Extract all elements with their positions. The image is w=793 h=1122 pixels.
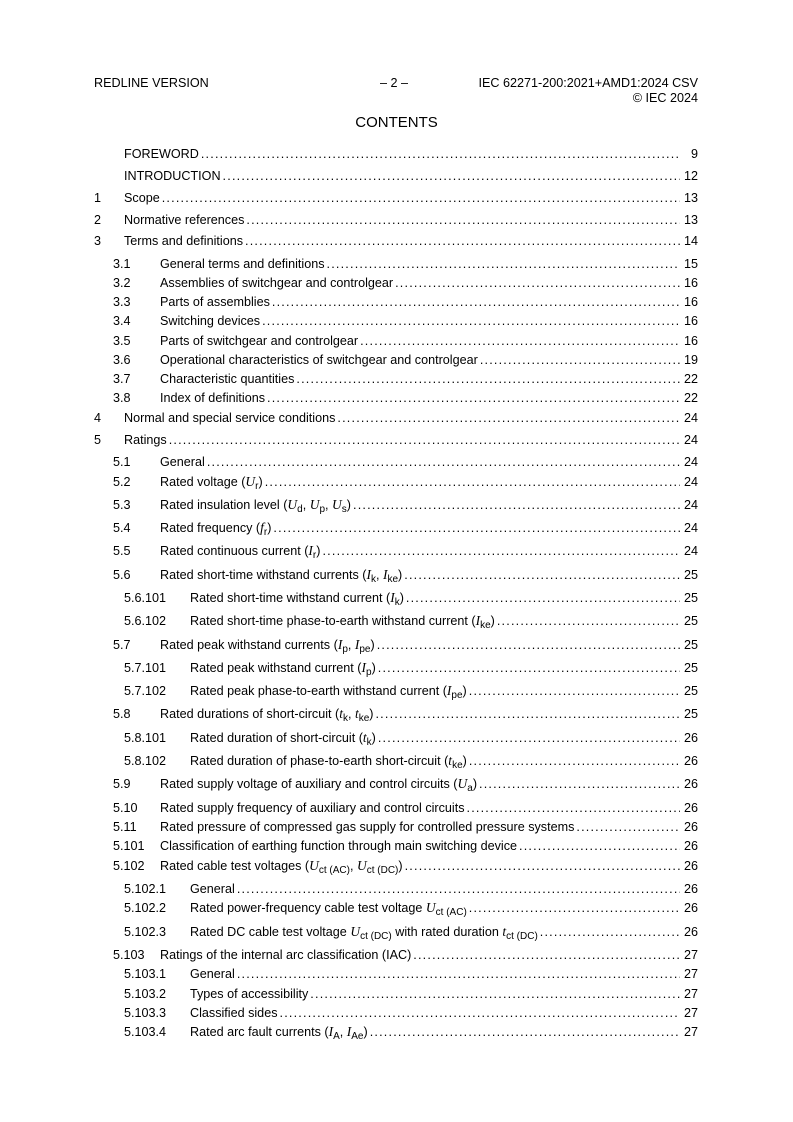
toc-entry-page: 13 bbox=[683, 213, 698, 227]
toc-entry[interactable] bbox=[94, 706, 698, 727]
header-copyright: © IEC 2024 bbox=[632, 91, 698, 105]
toc-entry[interactable] bbox=[94, 637, 698, 658]
toc-entry[interactable] bbox=[94, 497, 698, 518]
page-title: CONTENTS bbox=[355, 114, 438, 131]
toc-entry[interactable] bbox=[94, 212, 698, 228]
toc-entry[interactable] bbox=[94, 168, 698, 184]
toc-entry[interactable] bbox=[94, 613, 698, 634]
toc-leader-dots bbox=[378, 730, 680, 746]
toc-leader-dots bbox=[469, 683, 680, 699]
toc-entry-label: General bbox=[160, 455, 205, 469]
toc-entry-label: Classification of earthing function through main switching device bbox=[160, 839, 518, 853]
toc-entry[interactable] bbox=[94, 333, 698, 349]
toc-leader-dots bbox=[262, 313, 680, 329]
toc-leader-dots bbox=[322, 543, 680, 559]
toc-entry-number: 3.5 bbox=[113, 334, 131, 348]
toc-entry-page: 22 bbox=[683, 372, 698, 386]
toc-leader-dots bbox=[280, 1005, 681, 1021]
toc-leader-dots bbox=[519, 838, 680, 854]
toc-entry-number: 5.103.2 bbox=[124, 987, 167, 1001]
toc-entry-label: Scope bbox=[124, 191, 160, 205]
toc-entry-number: 3.3 bbox=[113, 295, 131, 309]
toc-entry[interactable] bbox=[94, 900, 698, 921]
toc-entry-page: 25 bbox=[683, 684, 698, 698]
toc-leader-dots bbox=[169, 432, 680, 448]
toc-entry-number: 5.3 bbox=[113, 498, 131, 512]
toc-entry-number: 5.101 bbox=[113, 839, 145, 853]
toc-entry-label: Operational characteristics of switchgear and controlgear bbox=[160, 353, 478, 367]
toc-entry-number: 5.102.2 bbox=[124, 901, 167, 915]
toc-entry-number: 5.102 bbox=[113, 859, 145, 873]
toc-entry[interactable] bbox=[94, 660, 698, 681]
toc-entry-number: 3.7 bbox=[113, 372, 131, 386]
toc-entry-label: Assemblies of switchgear and controlgear bbox=[160, 276, 394, 290]
toc-entry-label: Parts of assemblies bbox=[160, 295, 270, 309]
toc-entry-number: 5.6.101 bbox=[124, 591, 167, 605]
toc-entry-number: 5.7 bbox=[113, 638, 131, 652]
toc-entry[interactable] bbox=[94, 410, 698, 426]
toc-entry-page: 26 bbox=[683, 820, 698, 834]
toc-leader-dots bbox=[467, 800, 680, 816]
toc-entry-page: 14 bbox=[683, 234, 698, 248]
toc-entry-number: 5.8.102 bbox=[124, 754, 167, 768]
toc-entry-page: 24 bbox=[683, 498, 698, 512]
toc-entry-label: Rated frequency $(f_r)$ bbox=[160, 520, 272, 538]
toc-leader-dots bbox=[540, 924, 680, 940]
toc-entry-number: 3.6 bbox=[113, 353, 131, 367]
toc-entry-page: 24 bbox=[683, 455, 698, 469]
toc-entry-label: Types of accessibility bbox=[190, 987, 309, 1001]
toc-entry[interactable] bbox=[94, 683, 698, 704]
toc-entry-label: General bbox=[190, 967, 235, 981]
toc-entry-number: 5.103.3 bbox=[124, 1006, 167, 1020]
toc-entry-page: 24 bbox=[683, 475, 698, 489]
toc-entry[interactable] bbox=[94, 313, 698, 329]
toc-entry-label: General terms and definitions bbox=[160, 257, 325, 271]
toc-leader-dots bbox=[273, 520, 680, 536]
toc-leader-dots bbox=[162, 190, 680, 206]
toc-entry-page: 26 bbox=[683, 801, 698, 815]
toc-entry[interactable] bbox=[94, 474, 698, 495]
toc-entry-page: 13 bbox=[683, 191, 698, 205]
toc-entry[interactable] bbox=[94, 966, 698, 982]
toc-leader-dots bbox=[265, 474, 680, 490]
toc-entry[interactable] bbox=[94, 233, 698, 249]
toc-entry-number: 5.103.4 bbox=[124, 1025, 167, 1039]
toc-entry-number: 5.11 bbox=[113, 820, 137, 834]
toc-leader-dots bbox=[375, 706, 680, 722]
toc-leader-dots bbox=[353, 497, 680, 513]
toc-leader-dots bbox=[497, 613, 680, 629]
toc-entry-number: 2 bbox=[94, 213, 102, 227]
toc-leader-dots bbox=[237, 881, 680, 897]
toc-entry-number: 3.2 bbox=[113, 276, 131, 290]
toc-leader-dots bbox=[395, 275, 680, 291]
toc-entry-label: Rated supply voltage of auxiliary and control circuits $(U_a)$ bbox=[160, 776, 478, 794]
toc-entry-label: Rated DC cable test voltage $U_{ct (DC)}$ with rated duration $t_{ct (DC)}$ bbox=[190, 924, 538, 942]
toc-entry-page: 19 bbox=[683, 353, 698, 367]
toc-entry[interactable] bbox=[94, 858, 698, 879]
toc-leader-dots bbox=[480, 352, 680, 368]
toc-leader-dots bbox=[237, 966, 680, 982]
toc-entry[interactable] bbox=[94, 947, 698, 963]
toc-entry-label: Rated supply frequency of auxiliary and control circuits bbox=[160, 801, 465, 815]
toc-entry-number: 5.6.102 bbox=[124, 614, 167, 628]
toc-entry-page: 15 bbox=[683, 257, 698, 271]
toc-entry-label: Switching devices bbox=[160, 314, 261, 328]
toc-entry-page: 22 bbox=[683, 391, 698, 405]
toc-entry[interactable] bbox=[94, 390, 698, 406]
toc-leader-dots bbox=[360, 333, 680, 349]
toc-leader-dots bbox=[337, 410, 680, 426]
toc-leader-dots bbox=[479, 776, 680, 792]
toc-entry-page: 25 bbox=[683, 591, 698, 605]
toc-leader-dots bbox=[310, 986, 680, 1002]
toc-entry-number: 3.8 bbox=[113, 391, 131, 405]
toc-leader-dots bbox=[404, 567, 680, 583]
toc-leader-dots bbox=[245, 233, 680, 249]
toc-leader-dots bbox=[377, 637, 680, 653]
toc-entry-label: Characteristic quantities bbox=[160, 372, 295, 386]
toc-leader-dots bbox=[469, 753, 680, 769]
toc-entry[interactable] bbox=[94, 432, 698, 448]
toc-entry-page: 27 bbox=[683, 1006, 698, 1020]
toc-entry[interactable] bbox=[94, 924, 698, 945]
toc-entry-page: 16 bbox=[683, 295, 698, 309]
toc-entry[interactable] bbox=[94, 190, 698, 206]
toc-entry-number: 5.5 bbox=[113, 544, 131, 558]
toc-entry-label: Normative references bbox=[124, 213, 245, 227]
toc-entry-label: Rated cable test voltages ($U_{ct (AC)}$, $U_{ct (DC)}$) bbox=[160, 858, 403, 876]
toc-entry-label: Rated continuous current $(I_r)$ bbox=[160, 543, 321, 561]
toc-entry-number: 1 bbox=[94, 191, 102, 205]
toc-entry-page: 25 bbox=[683, 707, 698, 721]
toc-entry[interactable] bbox=[94, 800, 698, 816]
toc-entry[interactable] bbox=[94, 819, 698, 835]
toc-entry[interactable] bbox=[94, 543, 698, 564]
toc-entry-number: 3.1 bbox=[113, 257, 131, 271]
toc-entry-number: 5.9 bbox=[113, 777, 131, 791]
toc-entry-label: Rated peak withstand current $(I_p)$ bbox=[190, 660, 376, 678]
toc-entry-number: 5.2 bbox=[113, 475, 131, 489]
toc-entry-label: Parts of switchgear and controlgear bbox=[160, 334, 359, 348]
toc-leader-dots bbox=[576, 819, 680, 835]
toc-entry-number: 5.103 bbox=[113, 948, 145, 962]
toc-entry-label: Terms and definitions bbox=[124, 234, 244, 248]
toc-entry-page: 16 bbox=[683, 314, 698, 328]
toc-entry-label: Rated voltage $(U_r)$ bbox=[160, 474, 263, 492]
toc-entry-page: 27 bbox=[683, 948, 698, 962]
toc-entry-page: 16 bbox=[683, 334, 698, 348]
toc-leader-dots bbox=[201, 146, 680, 162]
toc-entry-label: Index of definitions bbox=[160, 391, 266, 405]
toc-leader-dots bbox=[267, 390, 680, 406]
toc-entry-page: 25 bbox=[683, 638, 698, 652]
toc-entry[interactable] bbox=[94, 590, 698, 611]
toc-entry-page: 9 bbox=[690, 147, 698, 161]
toc-entry-number: 5.1 bbox=[113, 455, 131, 469]
toc-entry[interactable] bbox=[94, 371, 698, 387]
toc-entry-page: 26 bbox=[683, 754, 698, 768]
toc-entry[interactable] bbox=[94, 730, 698, 751]
toc-leader-dots bbox=[223, 168, 680, 184]
toc-entry-number: 5.10 bbox=[113, 801, 138, 815]
toc-leader-dots bbox=[246, 212, 680, 228]
toc-leader-dots bbox=[378, 660, 680, 676]
toc-entry[interactable] bbox=[94, 520, 698, 541]
toc-entry-label: Classified sides bbox=[190, 1006, 278, 1020]
toc-entry-page: 25 bbox=[683, 568, 698, 582]
toc-entry-page: 26 bbox=[683, 882, 698, 896]
toc-entry-page: 26 bbox=[683, 777, 698, 791]
toc-entry-label: Rated peak withstand currents ($I_p$, $I_{pe}$) bbox=[160, 637, 375, 655]
toc-entry[interactable] bbox=[94, 838, 698, 854]
toc-leader-dots bbox=[469, 900, 680, 916]
toc-entry-number: 5 bbox=[94, 433, 102, 447]
toc-entry[interactable] bbox=[94, 567, 698, 588]
toc-entry-number: 3 bbox=[94, 234, 102, 248]
toc-entry-label: Rated arc fault currents ($I_A$, $I_{Ae}$) bbox=[190, 1024, 368, 1042]
toc-entry-label: Rated pressure of compressed gas supply for controlled pressure systems bbox=[160, 820, 575, 834]
toc-entry-page: 25 bbox=[683, 614, 698, 628]
toc-entry-label: FOREWORD bbox=[124, 147, 199, 161]
toc-entry-page: 16 bbox=[683, 276, 698, 290]
toc-entry[interactable] bbox=[94, 1024, 698, 1045]
toc-entry[interactable] bbox=[94, 986, 698, 1002]
toc-leader-dots bbox=[370, 1024, 680, 1040]
toc-entry[interactable] bbox=[94, 352, 698, 368]
toc-entry-page: 24 bbox=[683, 433, 698, 447]
toc-leader-dots bbox=[405, 858, 680, 874]
toc-entry-label: Rated short-time phase-to-earth withstand current $(I_{ke})$ bbox=[190, 613, 495, 631]
toc-entry[interactable] bbox=[94, 881, 698, 897]
toc-leader-dots bbox=[296, 371, 680, 387]
toc-entry-page: 27 bbox=[683, 1025, 698, 1039]
header-page-number: – 2 – bbox=[380, 76, 409, 90]
toc-entry-number: 5.6 bbox=[113, 568, 131, 582]
toc-entry-page: 25 bbox=[683, 661, 698, 675]
toc-entry[interactable] bbox=[94, 1005, 698, 1021]
toc-entry-page: 27 bbox=[683, 987, 698, 1001]
toc-entry-page: 12 bbox=[683, 169, 698, 183]
toc-entry[interactable] bbox=[94, 146, 698, 162]
toc-entry-label: Ratings of the internal arc classification (IAC) bbox=[160, 948, 412, 962]
toc-entry[interactable] bbox=[94, 776, 698, 797]
toc-leader-dots bbox=[207, 454, 680, 470]
toc-entry-label: General bbox=[190, 882, 235, 896]
toc-leader-dots bbox=[327, 256, 680, 272]
toc-entry-label: Rated peak phase-to-earth withstand current $(I_{pe})$ bbox=[190, 683, 467, 701]
toc-entry[interactable] bbox=[94, 753, 698, 774]
toc-entry-page: 27 bbox=[683, 967, 698, 981]
toc-entry[interactable] bbox=[94, 256, 698, 272]
toc-entry-number: 5.8 bbox=[113, 707, 131, 721]
toc-entry-label: Rated short-time withstand current $(I_k)$ bbox=[190, 590, 404, 608]
toc-entry-page: 26 bbox=[683, 901, 698, 915]
toc-entry-label: Ratings bbox=[124, 433, 167, 447]
toc-entry-page: 24 bbox=[683, 411, 698, 425]
toc-entry-page: 26 bbox=[683, 925, 698, 939]
toc-entry-number: 5.102.1 bbox=[124, 882, 167, 896]
header-standard-number: IEC 62271-200:2021+AMD1:2024 CSV bbox=[478, 76, 698, 90]
toc-entry-page: 26 bbox=[683, 839, 698, 853]
toc-entry-label: Rated duration of phase-to-earth short-circuit $(t_{ke})$ bbox=[190, 753, 467, 771]
toc-entry-label: Normal and special service conditions bbox=[124, 411, 336, 425]
toc-entry-page: 24 bbox=[683, 521, 698, 535]
toc-leader-dots bbox=[413, 947, 680, 963]
toc-leader-dots bbox=[272, 294, 680, 310]
toc-entry-label: INTRODUCTION bbox=[124, 169, 221, 183]
toc-entry-number: 5.7.102 bbox=[124, 684, 167, 698]
header-document-status: REDLINE VERSION bbox=[94, 76, 209, 90]
toc-entry-number: 5.103.1 bbox=[124, 967, 167, 981]
toc-entry-label: Rated short-time withstand currents ($I_k$, $I_{ke}$) bbox=[160, 567, 403, 585]
toc-entry[interactable] bbox=[94, 294, 698, 310]
toc-entry-label: Rated durations of short-circuit ($t_k$, $t_{ke}$) bbox=[160, 706, 374, 724]
toc-entry-label: Rated insulation level ($U_d$, $U_p$, $U_s$) bbox=[160, 497, 351, 515]
toc-entry-page: 26 bbox=[683, 859, 698, 873]
toc-entry-label: Rated duration of short-circuit $(t_k)$ bbox=[190, 730, 376, 748]
toc-entry-number: 5.8.101 bbox=[124, 731, 167, 745]
toc-leader-dots bbox=[406, 590, 680, 606]
toc-entry-number: 4 bbox=[94, 411, 102, 425]
toc-entry-page: 26 bbox=[683, 731, 698, 745]
toc-entry-number: 3.4 bbox=[113, 314, 131, 328]
toc-entry-number: 5.4 bbox=[113, 521, 131, 535]
toc-entry-page: 24 bbox=[683, 544, 698, 558]
toc-entry-number: 5.7.101 bbox=[124, 661, 167, 675]
toc-entry-number: 5.102.3 bbox=[124, 925, 167, 939]
toc-entry-label: Rated power-frequency cable test voltage $U_{ct (AC)}$ bbox=[190, 900, 467, 918]
header-standard-id bbox=[450, 76, 698, 106]
toc-entry[interactable] bbox=[94, 454, 698, 470]
toc-entry[interactable] bbox=[94, 275, 698, 291]
